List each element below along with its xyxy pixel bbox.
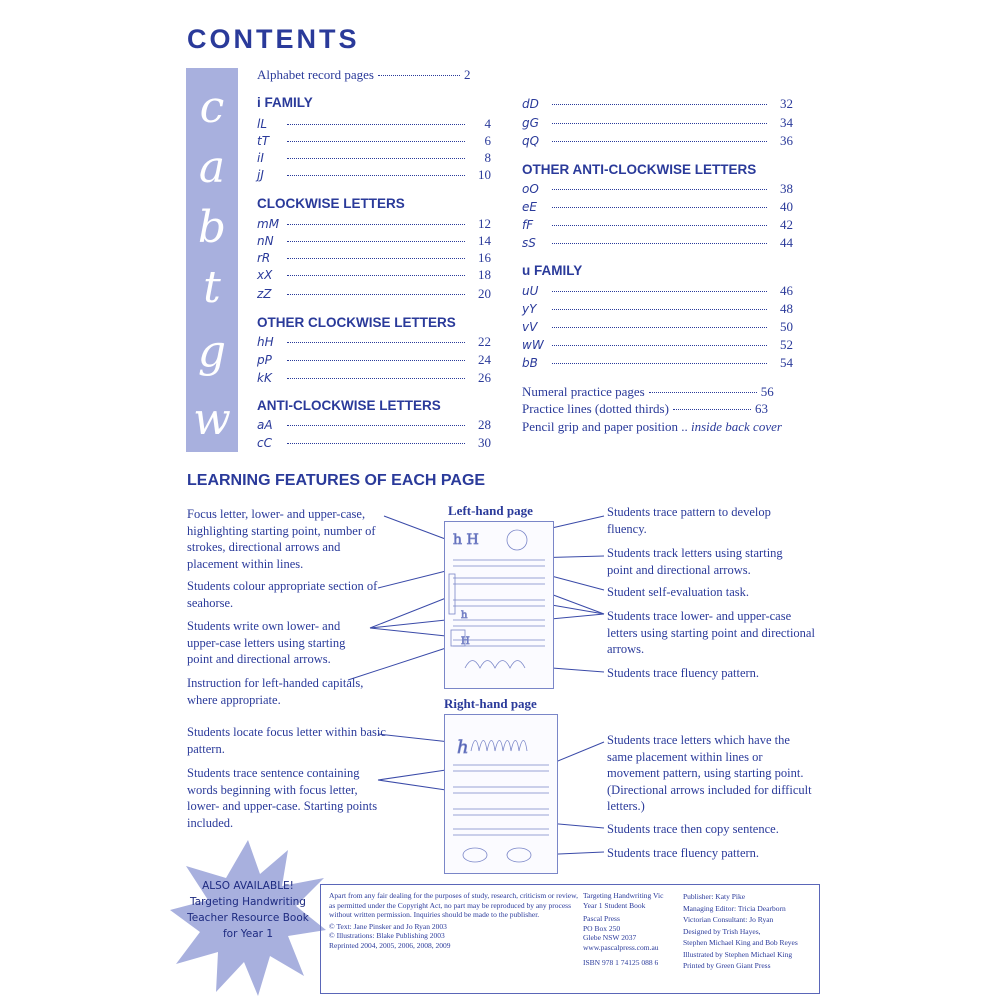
- toc-entry: mM 12: [257, 216, 491, 231]
- left-hand-page-title: Left-hand page: [448, 503, 533, 518]
- promo-text: ALSO AVAILABLE! Targeting Handwriting Teacher Resource Book for Year 1: [187, 880, 309, 940]
- note: Students track letters using starting point and directional arrows.: [607, 546, 783, 577]
- svg-text:h H: h H: [453, 532, 479, 548]
- toc-entry: eE 40: [522, 199, 793, 214]
- toc-entry: Pencil grip and paper position .. inside back cover: [522, 419, 782, 434]
- page-thumbnail-icon: [445, 715, 557, 873]
- toc-entry: oO 38: [522, 181, 793, 196]
- toc-entry: wW 52: [522, 337, 793, 352]
- toc-entry: gG 34: [522, 115, 793, 130]
- strip-letter: c: [199, 82, 225, 133]
- toc-entry: lL 4: [257, 116, 491, 131]
- strip-letter: w: [193, 394, 231, 445]
- note: Students colour appropriate section of seahorse.: [187, 579, 378, 610]
- toc-entry: tT 6: [257, 133, 491, 148]
- page-thumbnail-icon: [445, 522, 553, 688]
- section-heading: u FAMILY: [522, 263, 583, 278]
- toc-entry: aA 28: [257, 417, 491, 432]
- page-title: CONTENTS: [187, 24, 360, 54]
- imprint-col-1: Apart from any fair dealing for the purposes of study, research, criticism or review, as permitted under the Copyright Act, no part may be reproduced by any process without written permission. Inquiries should be made to the publisher. © Text: Jane Pinsker and Jo Ryan 2003 © Illustrations: Blake Publishing 2003 Reprinted 2004, 2005, 2006, 2008, 2009: [329, 891, 578, 950]
- toc-entry: hH 22: [257, 334, 491, 349]
- note: Students trace fluency pattern.: [607, 846, 760, 860]
- note: Students trace then copy sentence.: [607, 822, 779, 836]
- note: Students write own lower- and upper-case letters using starting point and directional arrows.: [187, 619, 346, 666]
- right-hand-page-thumbnail: [444, 714, 558, 874]
- svg-text:H: H: [461, 636, 470, 647]
- toc-entry: qQ 36: [522, 133, 793, 148]
- note: Students trace letters which have the same placement within lines or movement pattern, using starting point. (Directional arrows included for difficult letters.): [607, 733, 812, 813]
- note: Students trace pattern to develop fluency.: [607, 505, 771, 536]
- note: Student self-evaluation task.: [607, 585, 749, 599]
- toc-entry: vV 50: [522, 319, 793, 334]
- toc-entry: pP 24: [257, 352, 491, 367]
- imprint-col-2: Targeting Handwriting Vic Year 1 Student Book Pascal Press PO Box 250 Glebe NSW 2037 www.pascalpress.com.au ISBN 978 1 74125 088 6: [583, 891, 664, 967]
- features-heading: LEARNING FEATURES OF EACH PAGE: [187, 472, 486, 489]
- note: Students trace sentence containing words beginning with focus letter, lower- and upper-case. Starting points included.: [187, 766, 378, 830]
- toc-entry: uU 46: [522, 283, 793, 298]
- note: Students trace fluency pattern.: [607, 666, 760, 680]
- section-heading: CLOCKWISE LETTERS: [257, 196, 405, 211]
- toc-entry: xX 18: [257, 267, 491, 282]
- section-heading: i FAMILY: [257, 95, 313, 110]
- section-heading: OTHER CLOCKWISE LETTERS: [257, 315, 456, 330]
- strip-letter: a: [198, 142, 226, 193]
- toc-entry: rR 16: [257, 250, 491, 265]
- svg-text:h: h: [457, 737, 469, 758]
- section-heading: ANTI-CLOCKWISE LETTERS: [257, 398, 441, 413]
- note: Students trace lower- and upper-case letters using starting point and directional arrows.: [607, 609, 815, 656]
- left-hand-page-thumbnail: [444, 521, 554, 689]
- toc-entry: cC 30: [257, 435, 491, 450]
- imprint-box: [320, 884, 820, 994]
- svg-text:h: h: [461, 610, 468, 621]
- toc-entry: kK 26: [257, 370, 491, 385]
- toc-entry: Practice lines (dotted thirds) 63: [522, 401, 768, 416]
- strip-letter: g: [197, 326, 227, 377]
- note: Students locate focus letter within basic pattern.: [187, 725, 386, 756]
- toc-entry: fF 42: [522, 217, 793, 232]
- right-hand-page-title: Right-hand page: [444, 696, 537, 711]
- note: Focus letter, lower- and upper-case, highlighting starting point, number of strokes, directional arrows and placement within lines.: [187, 507, 376, 571]
- toc-entry: iI 8: [257, 150, 491, 165]
- toc-entry: Alphabet record pages 2: [257, 67, 471, 82]
- toc-entry: zZ 20: [257, 286, 491, 301]
- imprint-col-3: Publisher: Katy Pike Managing Editor: Tricia Dearborn Victorian Consultant: Jo Ryan Designed by Trish Hayes, Stephen Michael King and Bob Reyes Illustrated by Stephen Michael King Printed by Green Giant Press: [683, 892, 798, 970]
- toc-entry: nN 14: [257, 233, 491, 248]
- toc-entry: dD 32: [522, 96, 793, 111]
- toc-entry: Numeral practice pages 56: [522, 384, 774, 399]
- toc-entry: sS 44: [522, 235, 793, 250]
- toc-entry: jJ 10: [257, 167, 491, 182]
- toc-entry: yY 48: [522, 301, 793, 316]
- note: Instruction for left-handed capitals, where appropriate.: [187, 676, 364, 707]
- toc-entry: bB 54: [522, 355, 793, 370]
- section-heading: OTHER ANTI-CLOCKWISE LETTERS: [522, 162, 757, 177]
- strip-letter: t: [203, 262, 221, 313]
- strip-letter: b: [197, 202, 227, 253]
